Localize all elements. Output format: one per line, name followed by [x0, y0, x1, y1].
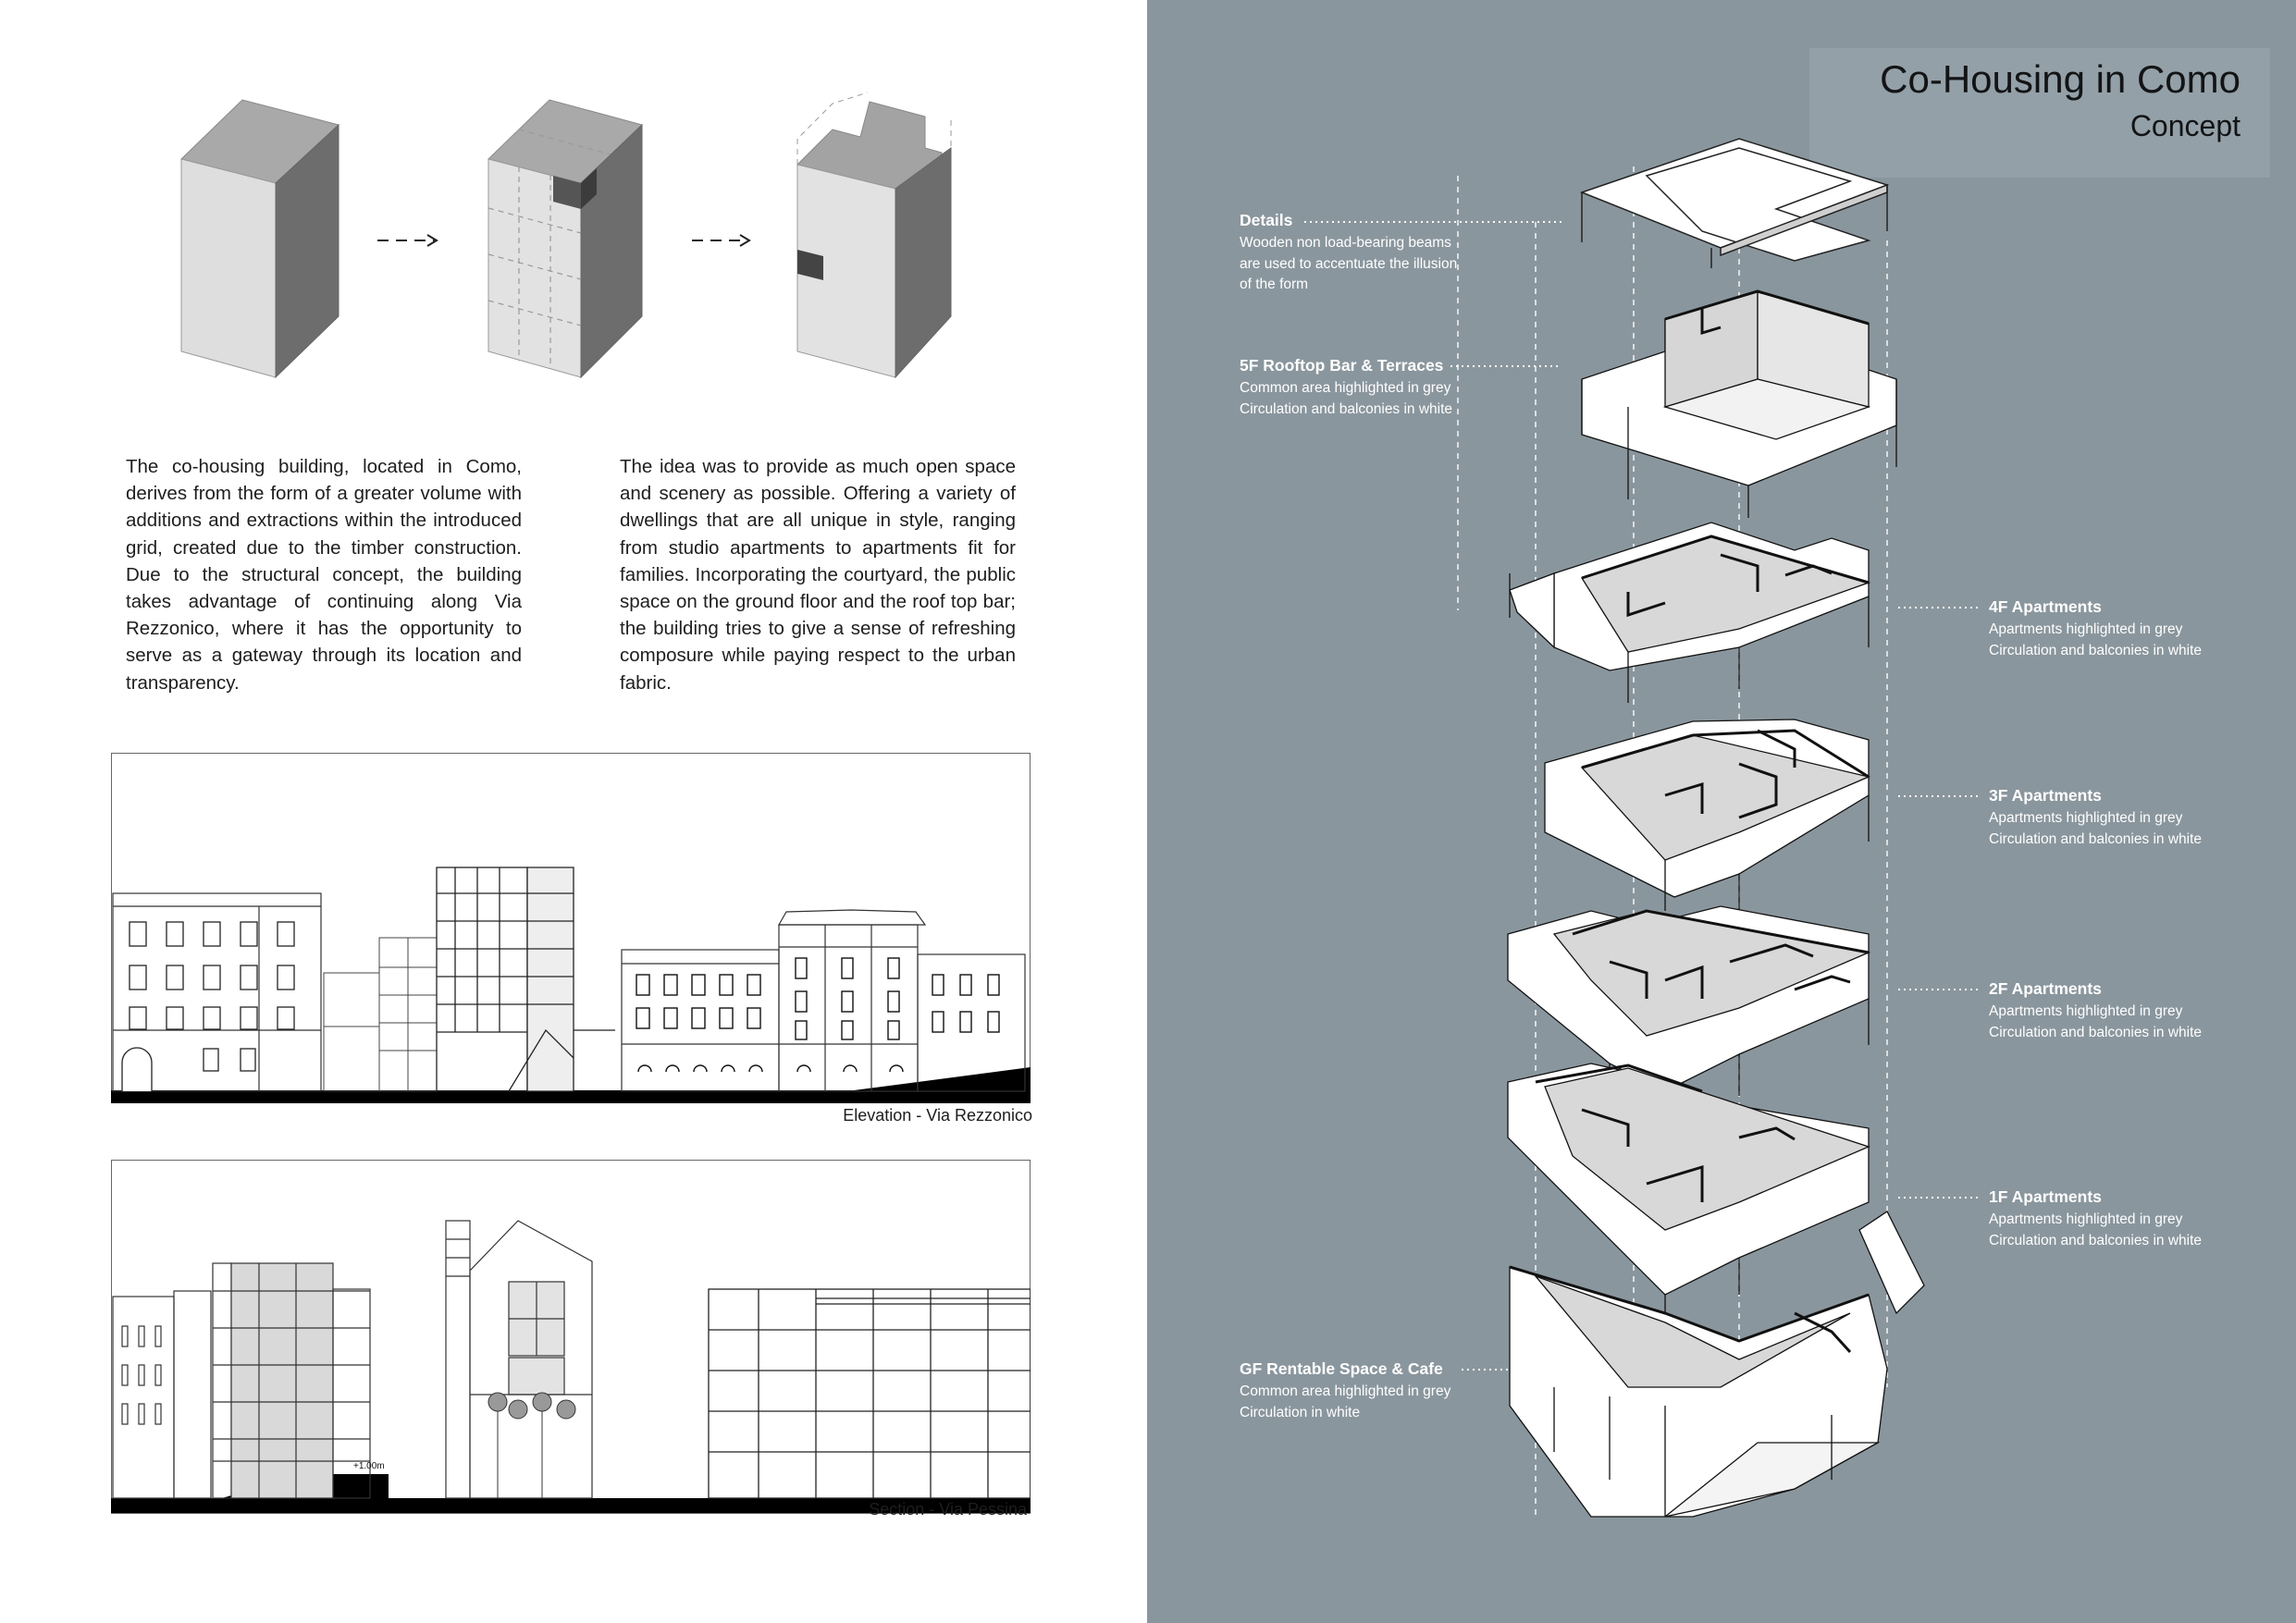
label-rooftop-title: 5F Rooftop Bar & Terraces: [1240, 356, 1444, 375]
label-gf-line2: Circulation in white: [1240, 1404, 1361, 1420]
label-details-title: Details: [1240, 211, 1293, 229]
label-4f-line1: Apartments highlighted in grey: [1989, 621, 2183, 637]
label-3f-line2: Circulation and balconies in white: [1989, 830, 2203, 847]
label-4f-title: 4F Apartments: [1989, 597, 2102, 616]
label-2f-line2: Circulation and balconies in white: [1989, 1024, 2203, 1040]
massing-block-2: [488, 100, 642, 377]
paragraph-intro: The co-housing building, located in Como, derives from the form of a greater volume with additions and extractions within the introduced grid, created due to the timber construction. Due to the structural concept, the building takes advantage of continuing along Via Rezzonico, where it has the opportunity to serve as a gateway through its location and transparency.: [126, 456, 522, 694]
section-level-marker: +1.00m: [353, 1461, 385, 1471]
label-details: [1240, 211, 1457, 296]
label-4f-line2: Circulation and balconies in white: [1989, 642, 2203, 658]
label-4f: [1989, 597, 2202, 661]
paragraph-concept: The idea was to provide as much open space and scenery as possible. Offering a variety of dwellings that are all unique in style, ranging from studio apartments to apartments fit for families. Incorporating the courtyard, the public space on the ground floor and the roof top bar; the building tries to give a sense of refreshing composure while paying respect to the urban fabric.: [620, 456, 1016, 694]
label-1f-title: 1F Apartments: [1989, 1187, 2102, 1206]
page-title: Co-Housing in Como: [1880, 57, 2240, 101]
label-rooftop-line1: Common area highlighted in grey: [1240, 380, 1451, 396]
arrow-2: [692, 235, 749, 246]
page-subtitle: Concept: [2129, 109, 2240, 142]
label-3f: [1989, 786, 2202, 850]
label-2f-line1: Apartments highlighted in grey: [1989, 1003, 2183, 1019]
floor-3f: [1545, 719, 1869, 916]
label-rooftop-line2: Circulation and balconies in white: [1240, 400, 1453, 417]
label-rooftop: [1240, 356, 1452, 420]
label-1f-line1: Apartments highlighted in grey: [1989, 1211, 2183, 1227]
section-drawing: [111, 1160, 1031, 1515]
label-2f-title: 2F Apartments: [1989, 979, 2102, 998]
label-gf-title: GF Rentable Space & Cafe: [1240, 1359, 1443, 1378]
label-gf-line1: Common area highlighted in grey: [1240, 1383, 1451, 1399]
label-details-line2: are used to accentuate the illusion: [1240, 255, 1458, 272]
floor-4f: [1510, 523, 1869, 703]
label-3f-title: 3F Apartments: [1989, 786, 2102, 805]
label-1f: [1989, 1187, 2202, 1251]
label-details-line1: Wooden non load-bearing beams: [1240, 235, 1451, 251]
label-gf: [1240, 1359, 1450, 1423]
arrow-1: [377, 235, 437, 246]
label-1f-line2: Circulation and balconies in white: [1989, 1232, 2203, 1248]
elevation-caption: Elevation - Via Rezzonico: [843, 1106, 1032, 1125]
floor-gf: [1510, 1267, 1887, 1517]
section-caption: Section - Via Pessina: [869, 1500, 1027, 1518]
massing-block-3: [797, 92, 951, 377]
left-page: [0, 0, 1147, 1623]
label-2f: [1989, 979, 2202, 1043]
label-details-line3: of the form: [1240, 277, 1309, 292]
massing-diagram: [0, 0, 1147, 407]
massing-block-1: [181, 100, 339, 377]
right-page: [1147, 0, 2296, 1623]
label-3f-line1: Apartments highlighted in grey: [1989, 810, 2183, 826]
elevation-drawing: [111, 753, 1031, 1104]
roof-beams: [1582, 139, 1887, 268]
